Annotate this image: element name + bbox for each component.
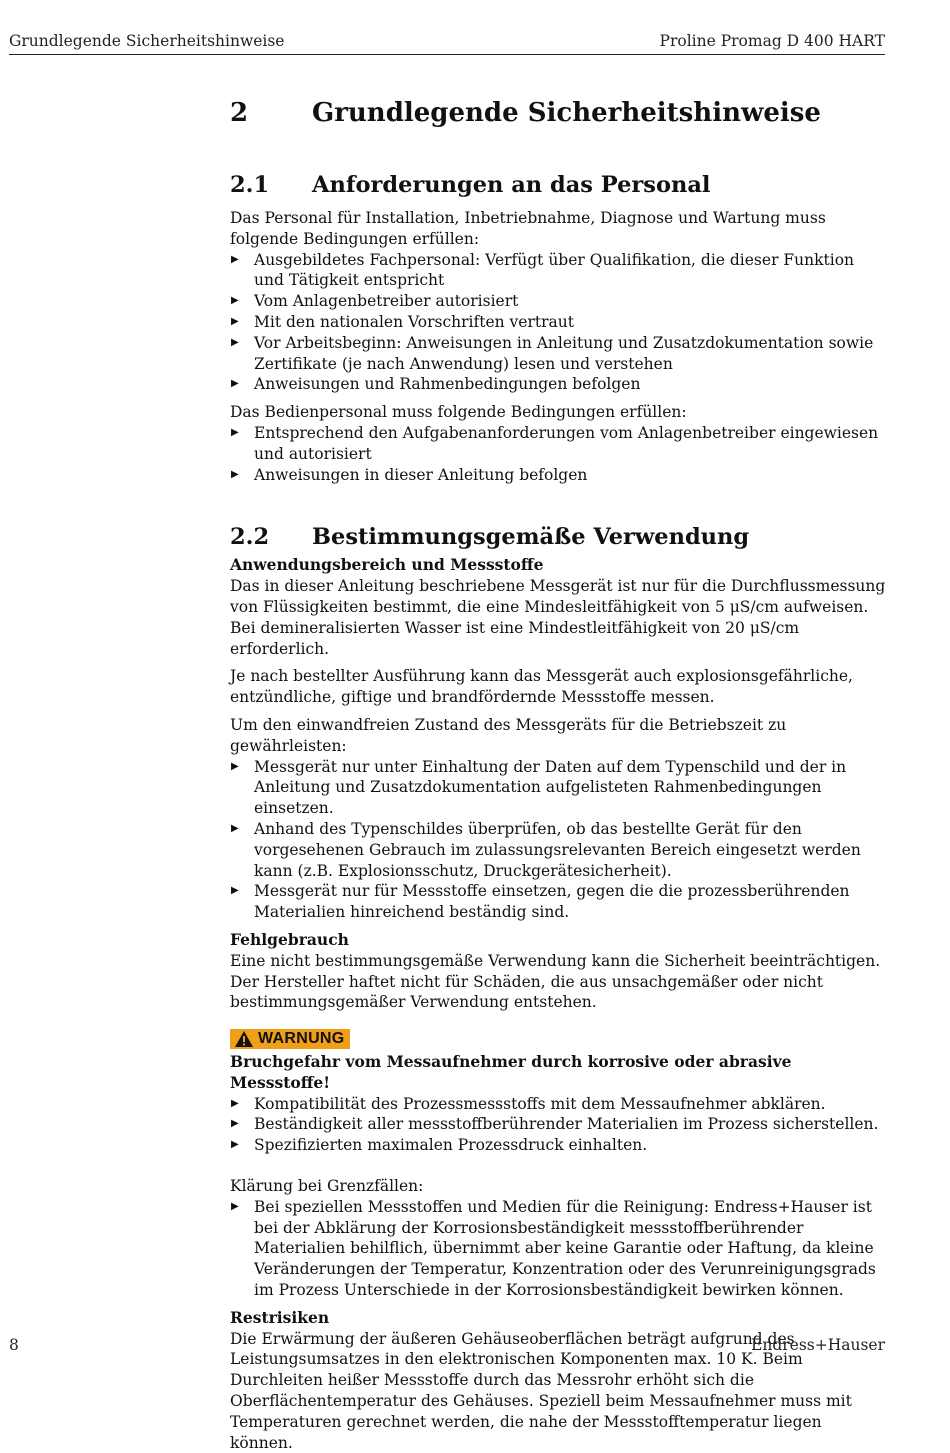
- chapter-heading: [230, 96, 886, 130]
- chapter-title: Grundlegende Sicherheitshinweise: [312, 98, 821, 128]
- paragraph: Eine nicht bestimmungsgemäße Verwendung kann die Sicherheit beeinträchtigen. Der Hersteller haftet nicht für Schäden, die aus unsachgemäßer oder nicht bestimmungsgemäßer Verwendung entstehen.: [230, 951, 881, 1012]
- list-item: ▶ Kompatibilität des Prozessmessstoffs mit dem Messaufnehmer abklären.: [230, 1094, 886, 1115]
- list-item: ▶ Anweisungen in dieser Anleitung befolgen: [230, 465, 886, 486]
- list-item: ▶ Ausgebildetes Fachpersonal: Verfügt über Qualifikation, die dieser Funktion und Tätigkeit entspricht: [230, 250, 886, 292]
- warning-triangle-icon: [234, 1030, 254, 1048]
- section-heading-2-1: [230, 170, 886, 200]
- page-content: [230, 96, 886, 1453]
- warning-label: WARNUNG: [258, 1030, 345, 1048]
- page-footer: [9, 1336, 885, 1354]
- list-item: ▶ Messgerät nur unter Einhaltung der Daten auf dem Typenschild und der in Anleitung und Zusatzdokumentation aufgelisteten Rahmenbedingungen einsetzen.: [230, 757, 886, 819]
- header-product-name: Proline Promag D 400 HART: [659, 32, 885, 50]
- header-section-title: Grundlegende Sicherheitshinweise: [9, 32, 285, 50]
- paragraph: Das Bedienpersonal muss folgende Bedingungen erfüllen:: [230, 403, 687, 422]
- bullet-list: [230, 1197, 886, 1301]
- subheading: Restrisiken: [230, 1307, 330, 1327]
- section-title: Bestimmungsgemäße Verwendung: [312, 524, 750, 551]
- list-item: ▶ Vor Arbeitsbeginn: Anweisungen in Anleitung und Zusatzdokumentation sowie Zertifikate (je nach Anwendung) lesen und verstehen: [230, 333, 886, 375]
- paragraph: Je nach bestellter Ausführung kann das Messgerät auch explosionsgefährliche, entzündliche, giftige und brandfördernde Messstoffe messen.: [230, 667, 853, 707]
- section-number: 2.1: [230, 172, 270, 198]
- section-heading-2-2: [230, 522, 886, 552]
- subheading: Anwendungsbereich und Messstoffe: [230, 555, 544, 575]
- page-number: 8: [9, 1336, 19, 1354]
- warning-list: [230, 1094, 886, 1156]
- page-header: [9, 32, 885, 55]
- chapter-number: 2: [230, 98, 249, 128]
- paragraph: Klärung bei Grenzfällen:: [230, 1177, 424, 1196]
- paragraph: Das in dieser Anleitung beschriebene Messgerät ist nur für die Durchflussmessung von Flüssigkeiten bestimmt, die eine Mindesleitfähigkeit von 5 μS/cm aufweisen. Bei demineralisierten Wasser ist eine Mindestleitfähigkeit von 20 μS/cm erforderlich.: [230, 577, 886, 658]
- list-item: ▶ Spezifizierten maximalen Prozessdruck einhalten.: [230, 1135, 886, 1156]
- list-item: ▶ Mit den nationalen Vorschriften vertraut: [230, 312, 886, 333]
- list-item: ▶ Anhand des Typenschildes überprüfen, ob das bestellte Gerät für den vorgesehenen Gebrauch im zulassungsrelevanten Bereich eingesetzt werden kann (z.B. Explosionsschutz, Druckgerätesicherheit).: [230, 819, 886, 881]
- section-number: 2.2: [230, 524, 270, 551]
- warning-box: [230, 1029, 886, 1156]
- list-item: ▶ Messgerät nur für Messstoffe einsetzen, gegen die die prozessberührenden Materialien hinreichend beständig sind.: [230, 881, 886, 923]
- paragraph: Das Personal für Installation, Inbetriebnahme, Diagnose und Wartung muss folgende Bedingungen erfüllen:: [230, 209, 826, 248]
- bullet-list: [230, 757, 886, 923]
- bullet-list: [230, 423, 886, 485]
- warning-title: Bruchgefahr vom Messaufnehmer durch korrosive oder abrasive Messstoffe!: [230, 1052, 792, 1092]
- paragraph: Um den einwandfreien Zustand des Messgeräts für die Betriebszeit zu gewährleisten:: [230, 715, 787, 755]
- subheading: Fehlgebrauch: [230, 929, 349, 949]
- list-item: ▶ Entsprechend den Aufgabenanforderungen vom Anlagenbetreiber eingewiesen und autorisiert: [230, 423, 886, 465]
- list-item: ▶ Beständigkeit aller messstoffberührender Materialien im Prozess sicherstellen.: [230, 1114, 886, 1135]
- bullet-list: [230, 250, 886, 396]
- list-item: ▶ Anweisungen und Rahmenbedingungen befolgen: [230, 374, 886, 395]
- paragraph: Die Erwärmung der äußeren Gehäuseoberflächen beträgt aufgrund des Leistungsumsatzes in den elektronischen Komponenten max. 10 K. Beim Durchleiten heißer Messstoffe durch das Messrohr erhöht sich die Oberflächentemperatur des Gehäuses. Speziell beim Messaufnehmer muss mit Temperaturen gerechnet werden, die nahe der Messstofftemperatur liegen können.: [230, 1329, 852, 1452]
- footer-brand: Endress+Hauser: [751, 1336, 885, 1354]
- list-item: ▶ Bei speziellen Messstoffen und Medien für die Reinigung: Endress+Hauser ist bei der Abklärung der Korrosionsbeständigkeit messstoffberührender Materialien behilflich, übernimmt aber keine Garantie oder Haftung, da kleine Veränderungen der Temperatur, Konzentration oder des Verunreinigungsgrads im Prozess Unterschiede in der Korrosionsbeständigkeit bewirken können.: [230, 1197, 886, 1301]
- section-title: Anforderungen an das Personal: [312, 172, 711, 198]
- list-item: ▶ Vom Anlagenbetreiber autorisiert: [230, 291, 886, 312]
- warning-badge: [230, 1029, 350, 1049]
